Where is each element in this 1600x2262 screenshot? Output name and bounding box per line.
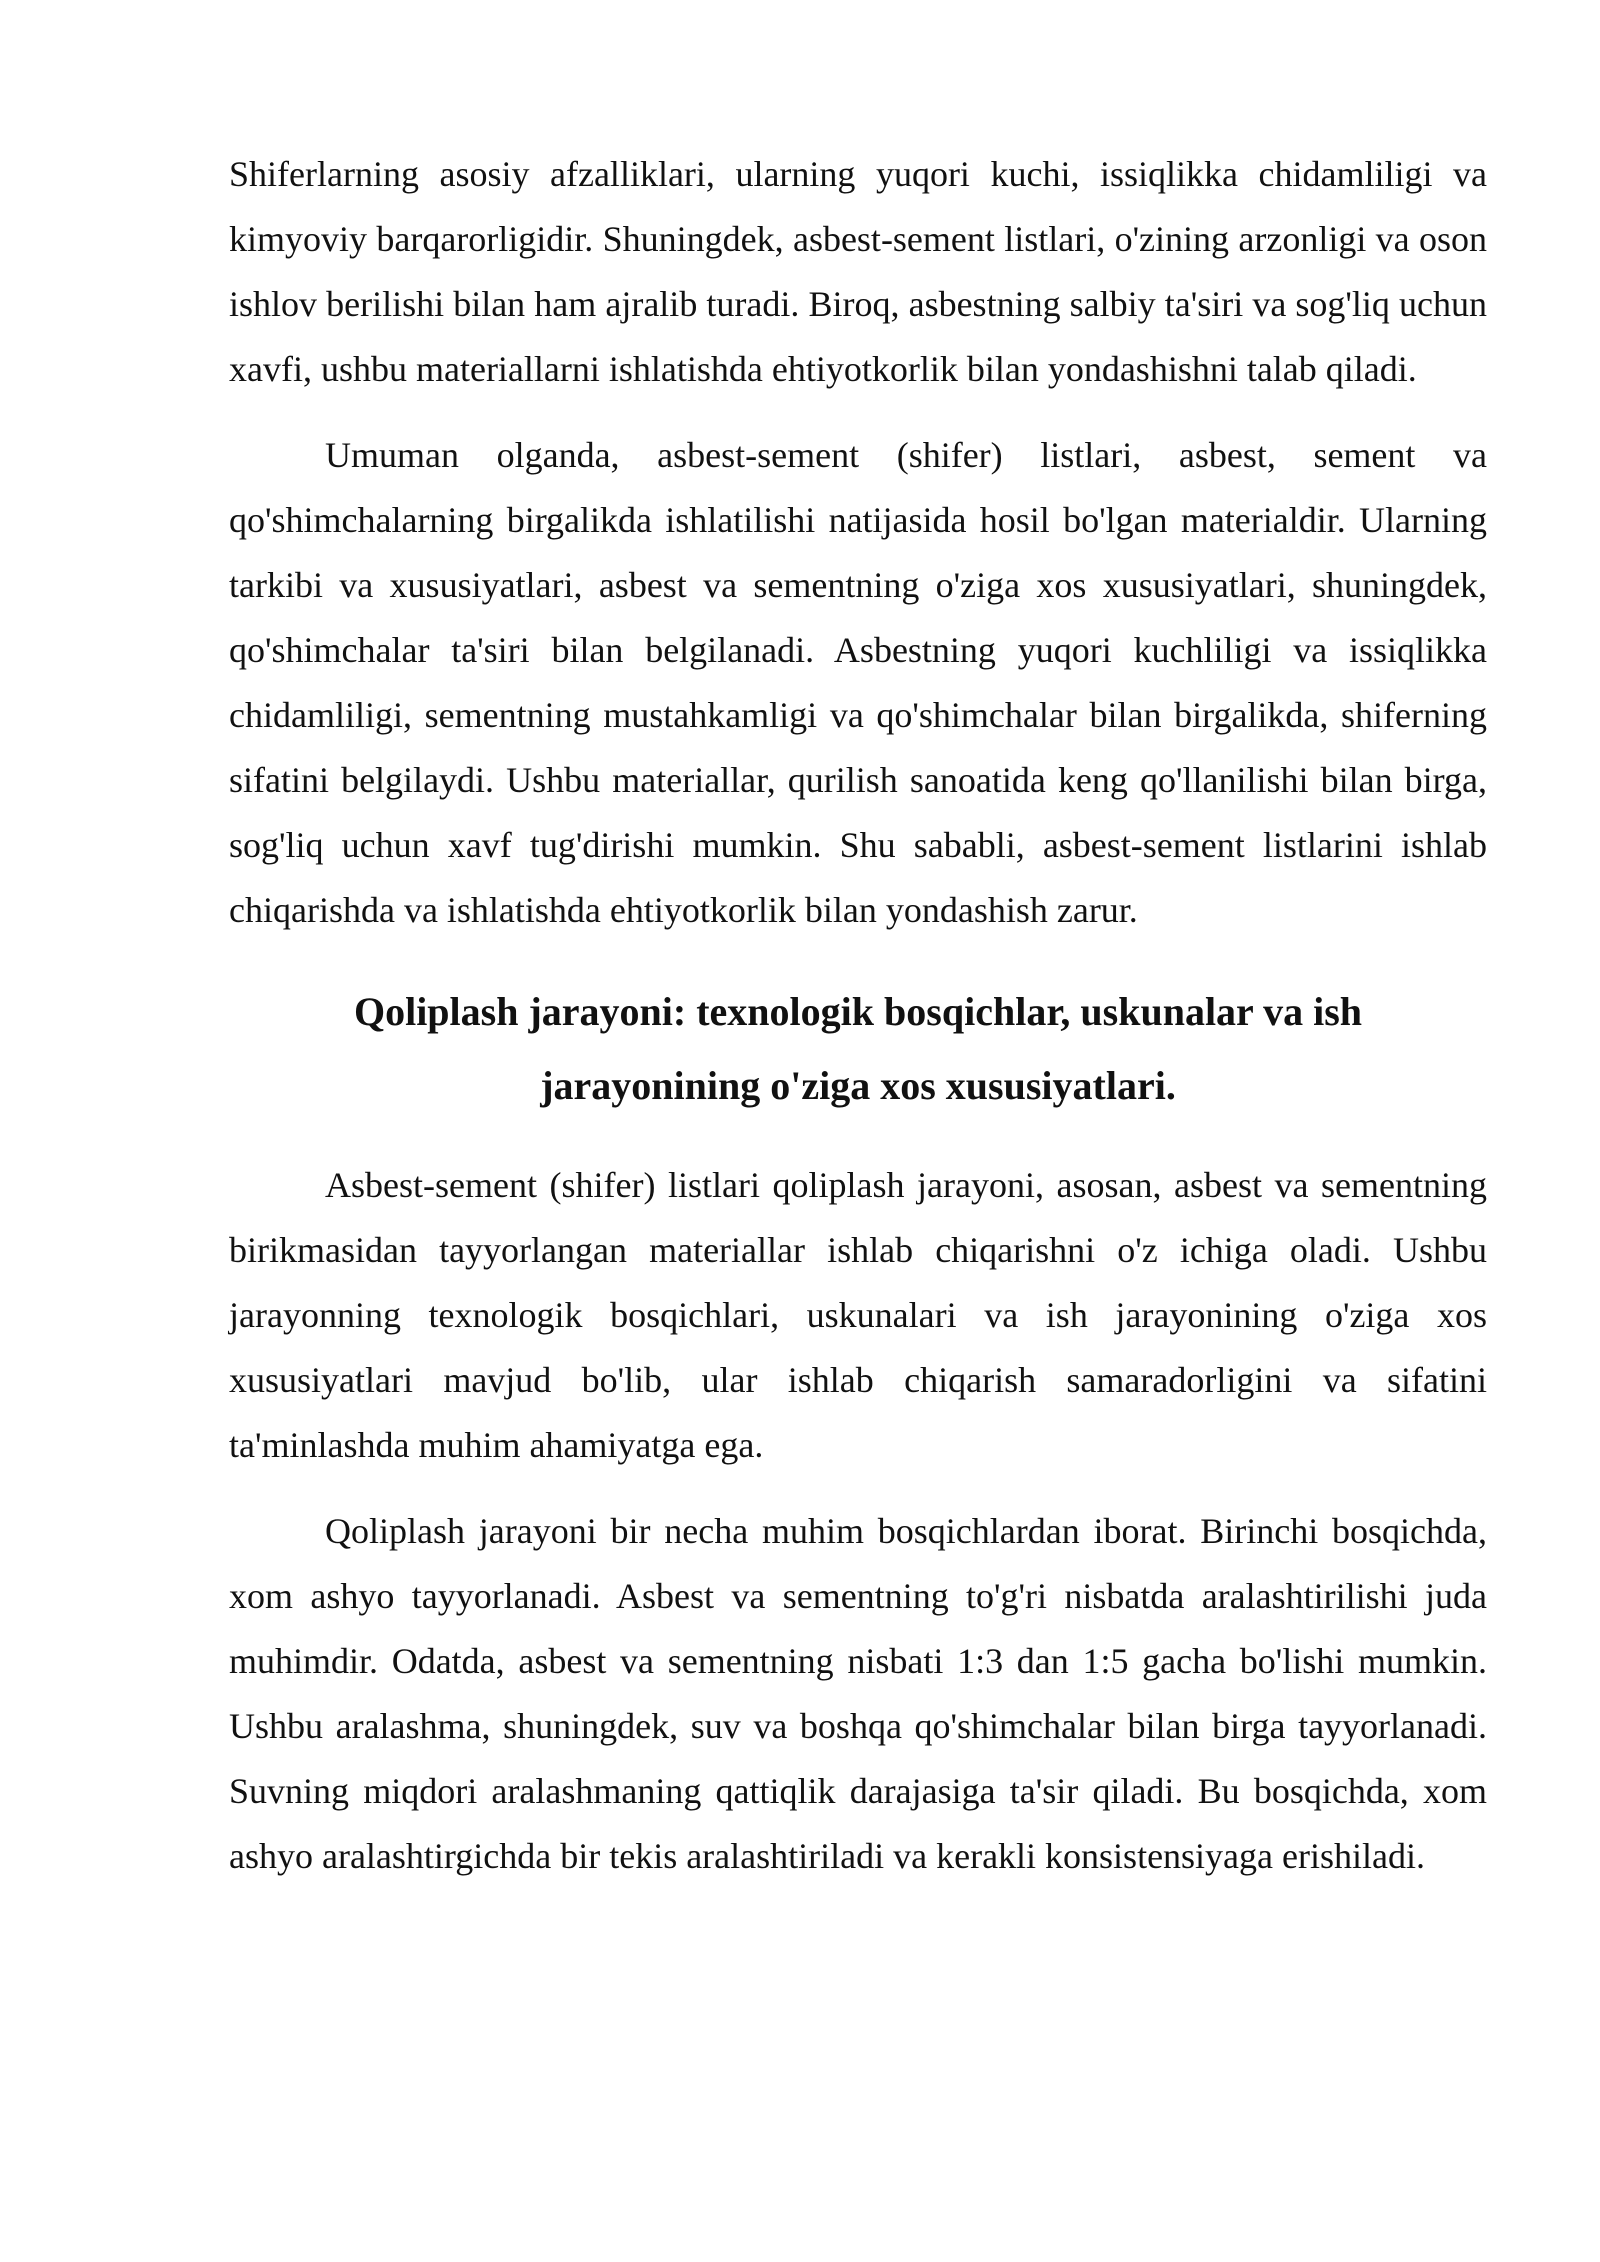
- paragraph-molding-intro: Asbest-sement (shifer) listlari qoliplash jarayoni, asosan, asbest va sementning birikmasidan tayyorlangan materiallar ishlab chiqarishni o'z ichiga oladi. Ushbu jarayonning texnologik bosqichlari, uskunalari va ish jarayonining o'ziga xos xususiyatlari mavjud bo'lib, ular ishlab chiqarish samaradorligini va sifatini ta'minlashda muhim ahamiyatga ega.: [229, 1165, 1487, 1465]
- paragraph-summary: Umuman olganda, asbest-sement (shifer) listlari, asbest, sement va qo'shimchalarning birgalikda ishlatilishi natijasida hosil bo'lgan materialdir. Ularning tarkibi va xususiyatlari, asbest va sementning o'ziga xos xususiyatlari, shuningdek, qo'shimchalar ta'siri bilan belgilanadi. Asbestning yuqori kuchliligi va issiqlikka chidamliligi, sementning mustahkamligi va qo'shimchalar bilan birgalikda, shiferning sifatini belgilaydi. Ushbu materiallar, qurilish sanoatida keng qo'llanilishi bilan birga, sog'liq uchun xavf tug'dirishi mumkin. Shu sababli, asbest-sement listlarini ishlab chiqarishda va ishlatishda ehtiyotkorlik bilan yondashish zarur.: [229, 435, 1487, 930]
- section-heading: Qoliplash jarayoni: texnologik bosqichlar, uskunalar va ish jarayonining o'ziga xos xususiyatlari.: [353, 989, 1363, 1108]
- document-page: [229, 142, 1487, 1889]
- paragraph-advantages: Shiferlarning asosiy afzalliklari, ularning yuqori kuchi, issiqlikka chidamliligi va kimyoviy barqarorligidir. Shuningdek, asbest-sement listlari, o'zining arzonligi va oson ishlov berilishi bilan ham ajralib turadi. Biroq, asbestning salbiy ta'siri va sog'liq uchun xavfi, ushbu materiallarni ishlatishda ehtiyotkorlik bilan yondashishni talab qiladi.: [229, 154, 1487, 389]
- paragraph-molding-stages: Qoliplash jarayoni bir necha muhim bosqichlardan iborat. Birinchi bosqichda, xom ashyo tayyorlanadi. Asbest va sementning to'g'ri nisbatda aralashtirilishi juda muhimdir. Odatda, asbest va sementning nisbati 1:3 dan 1:5 gacha bo'lishi mumkin. Ushbu aralashma, shuningdek, suv va boshqa qo'shimchalar bilan birga tayyorlanadi. Suvning miqdori aralashmaning qattiqlik darajasiga ta'sir qiladi. Bu bosqichda, xom ashyo aralashtirgichda bir tekis aralashtiriladi va kerakli konsistensiyaga erishiladi.: [229, 1511, 1487, 1876]
